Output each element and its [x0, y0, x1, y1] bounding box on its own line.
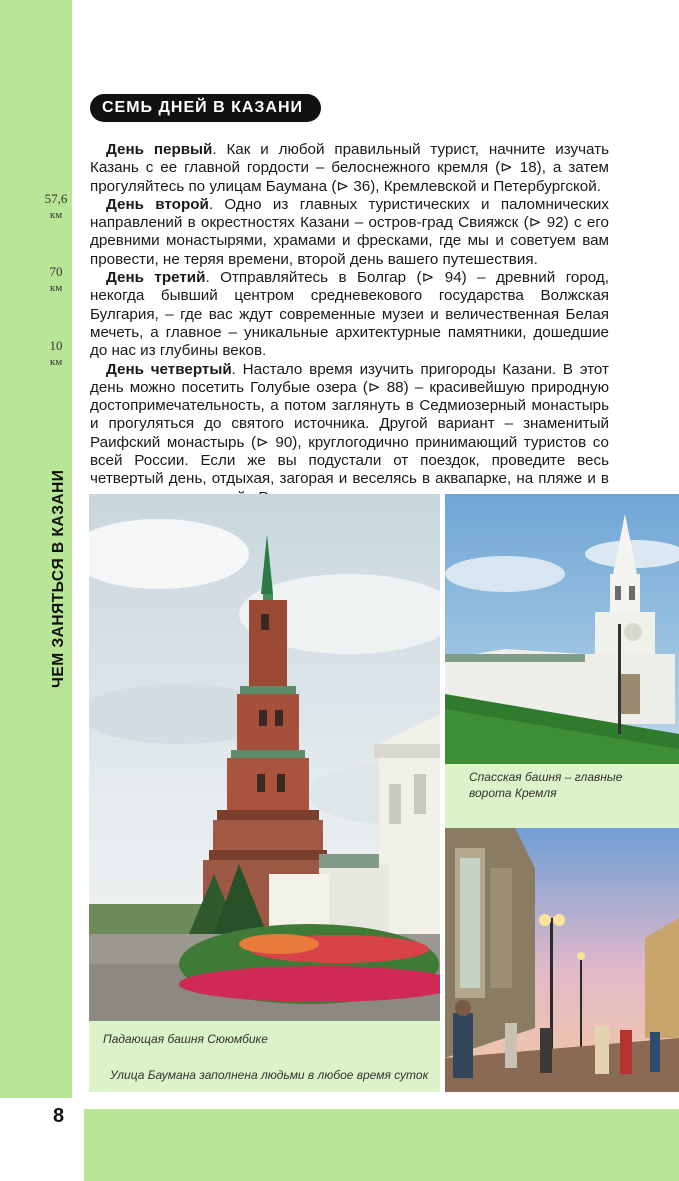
- chapter-vertical-title: ЧЕМ ЗАНЯТЬСЯ В КАЗАНИ: [50, 469, 67, 688]
- distance-note-3: [36, 337, 76, 371]
- distance-note-1: [36, 190, 76, 224]
- photo-spasskaya-tower: [445, 494, 679, 764]
- paragraph-lead: День первый: [106, 141, 213, 158]
- paragraph-day-2: [90, 196, 609, 269]
- paragraph-text: . Одно из главных туристических и паломнических направлений в окрестностях Казани – остров-град Свияжск (⊳ 92) с его древними монастырями, храмами и фресками, где мы и советуем вам провести, не теряя времени, второй день вашего путешествия.: [90, 195, 609, 268]
- caption-spasskaya: Спасская башня – главные ворота Кремля: [469, 770, 623, 800]
- caption-suyumbike: Падающая башня Сююмбике: [103, 1032, 268, 1046]
- section-title: СЕМЬ ДНЕЙ В КАЗАНИ: [90, 94, 321, 122]
- paragraph-text: . Настало время изучить пригороды Казани. В этот день можно посетить Голубые озера (⊳ 88) – красивейшую природную достопримечательность, а потом заглянуть в Седмиозерный монастырь и прогуляться до святого источника. Другой вариант – знаменитый Раифский монастырь (⊳ 90), круглогодично принимающий туристов со всей России. Если же вы подустали от поездок, проведите весь четвертый день, отдыхая, загорая и веселясь в аквапарке, на пляже и в: [90, 360, 609, 488]
- distance-value: 70: [49, 264, 63, 279]
- caption-bauman: Улица Баумана заполнена людьми в любое время суток: [110, 1068, 429, 1082]
- paragraph-day-3: [90, 269, 609, 360]
- paragraph-text: . Отправляйтесь в Болгар (⊳ 94) – древний город, некогда бывший центром средневекового государства Волжская Булгария, – где вас ждут современные музеи и величественная Белая мечеть, а главное – уникальные архитектурные памятники, дошедшие до нас из глубины веков.: [90, 269, 609, 360]
- photo-suyumbike-tower: [89, 494, 440, 1021]
- distance-unit: км: [49, 209, 63, 221]
- photo-bauman-street: [445, 828, 679, 1092]
- distance-unit: км: [49, 356, 63, 368]
- paragraph-lead: День четвертый: [106, 360, 232, 378]
- page-number: 8: [53, 1105, 65, 1127]
- page-number-box: [0, 1098, 84, 1181]
- paragraph-day-4: [90, 361, 609, 507]
- article-body: [90, 141, 609, 507]
- paragraph-lead: День третий: [106, 269, 206, 287]
- paragraph-day-1: [90, 141, 609, 196]
- distance-note-2: [36, 263, 76, 297]
- paragraph-lead: День второй: [106, 195, 209, 213]
- distance-value: 57,6: [44, 191, 68, 206]
- distance-unit: км: [49, 282, 63, 294]
- paragraph-text: . Как и любой правильный турист, начните изучать Казань с ее главной гордости – белоснежного кремля (⊳ 18), а затем прогуляйтесь по улицам Баумана (⊳ 36), Кремлевской и Петербургской.: [90, 141, 609, 195]
- distance-value: 10: [49, 338, 63, 353]
- bottom-band: [84, 1109, 679, 1181]
